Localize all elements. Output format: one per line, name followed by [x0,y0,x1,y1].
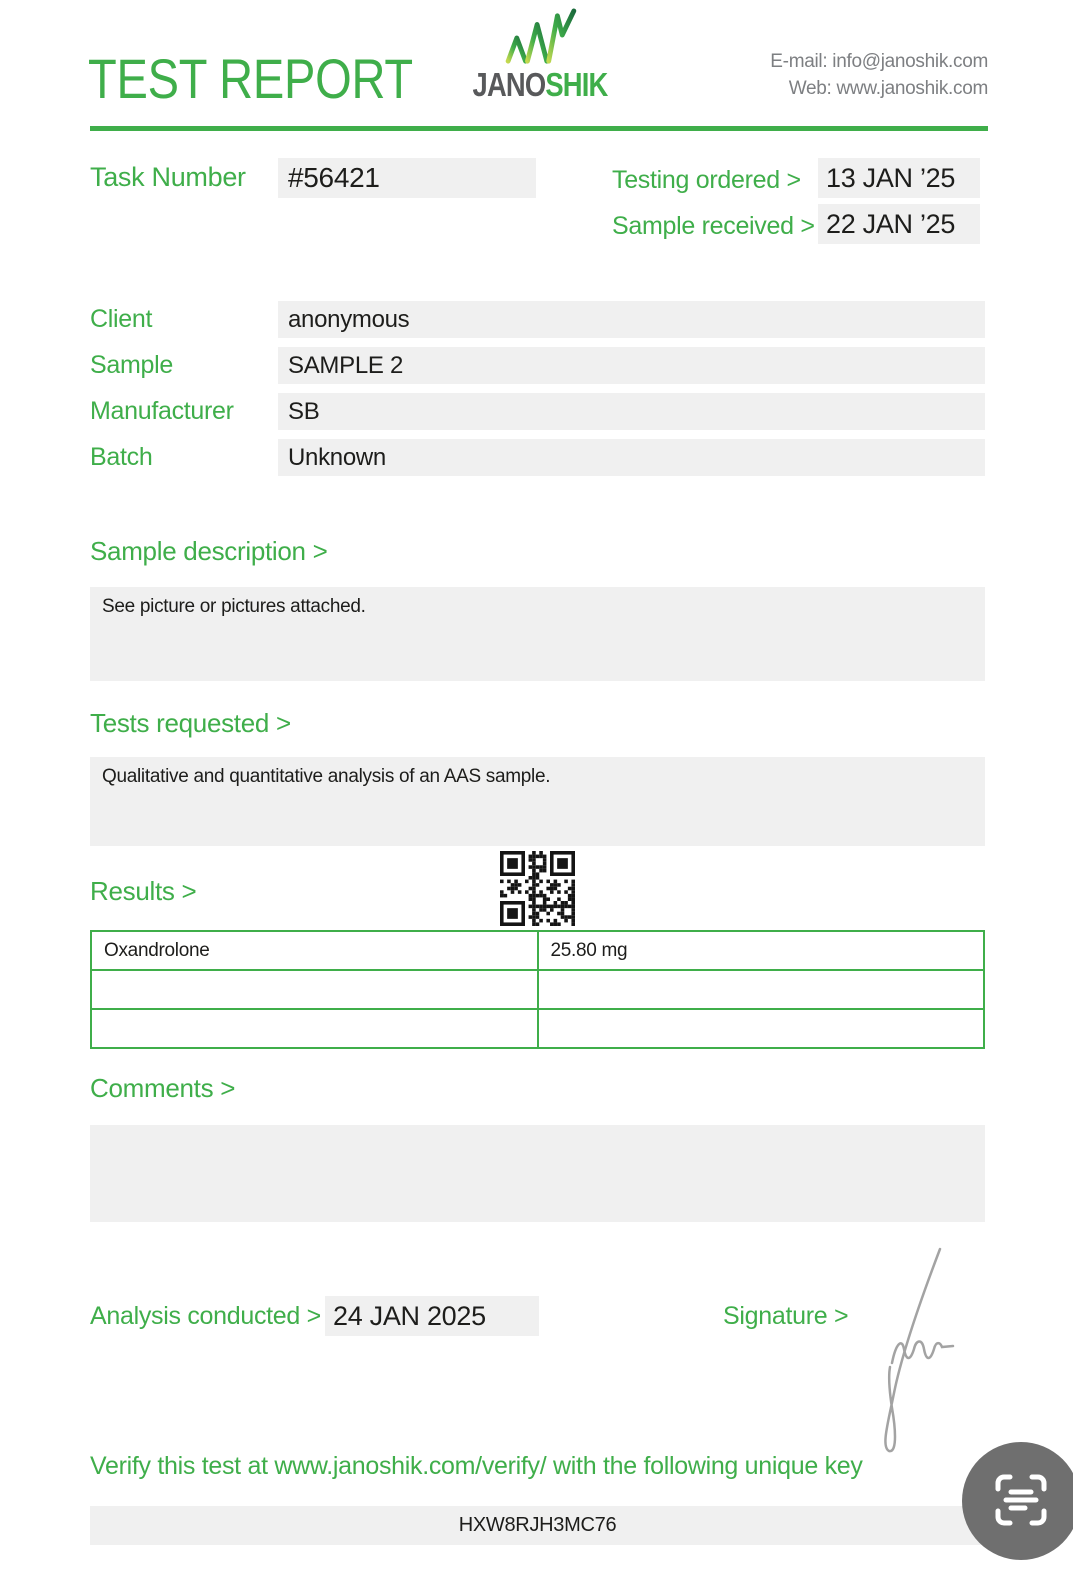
result-substance-cell [91,1009,538,1048]
table-row [91,1009,984,1048]
scan-button[interactable] [962,1442,1073,1560]
task-number-label: Task Number [90,162,246,192]
comments-heading: Comments > [90,1073,236,1103]
client-value: anonymous [278,301,985,338]
signature-label: Signature > [723,1302,849,1330]
analysis-date-value: 24 JAN 2025 [325,1296,539,1336]
tests-requested-box: Qualitative and quantitative analysis of an AAS sample. [90,757,985,846]
testing-ordered-value: 13 JAN ’25 [818,158,980,198]
sample-received-label: Sample received > [612,212,815,240]
results-heading: Results > [90,876,197,906]
brand-name [467,66,613,104]
contact-web: Web: www.janoshik.com [788,78,988,99]
page-title: TEST REPORT [88,47,413,110]
analysis-conducted-label: Analysis conducted > [90,1302,321,1330]
result-substance-cell [91,970,538,1009]
sample-received-value: 22 JAN ’25 [818,204,980,244]
results-table [90,930,985,1049]
contact-info [770,48,988,102]
janoshik-logo [452,8,628,104]
task-number-value: #56421 [278,158,536,198]
header-divider [90,126,988,131]
tests-requested-heading: Tests requested > [90,708,291,738]
table-row [91,970,984,1009]
verify-key: HXW8RJH3MC76 [90,1506,985,1545]
contact-email: E-mail: info@janoshik.com [770,51,988,72]
comments-box [90,1125,985,1222]
brand-secondary: SHIK [545,66,608,103]
sample-value: SAMPLE 2 [278,347,985,384]
verify-instruction: Verify this test at www.janoshik.com/verify/ with the following unique key [90,1452,863,1480]
sample-label: Sample [90,351,173,379]
batch-value: Unknown [278,439,985,476]
client-label: Client [90,305,153,333]
table-row [91,931,984,970]
testing-ordered-label: Testing ordered > [612,166,801,194]
manufacturer-label: Manufacturer [90,397,234,425]
batch-label: Batch [90,443,153,471]
sample-description-box: See picture or pictures attached. [90,587,985,681]
manufacturer-value: SB [278,393,985,430]
brand-primary: JANO [472,66,546,103]
result-amount-cell: 25.80 mg [538,931,985,970]
sample-description-heading: Sample description > [90,536,328,566]
result-substance-cell: Oxandrolone [91,931,538,970]
scan-document-icon [991,1470,1051,1533]
qr-code [500,851,575,926]
signature [852,1243,982,1463]
result-amount-cell [538,970,985,1009]
result-amount-cell [538,1009,985,1048]
growth-chart-icon [452,8,628,66]
